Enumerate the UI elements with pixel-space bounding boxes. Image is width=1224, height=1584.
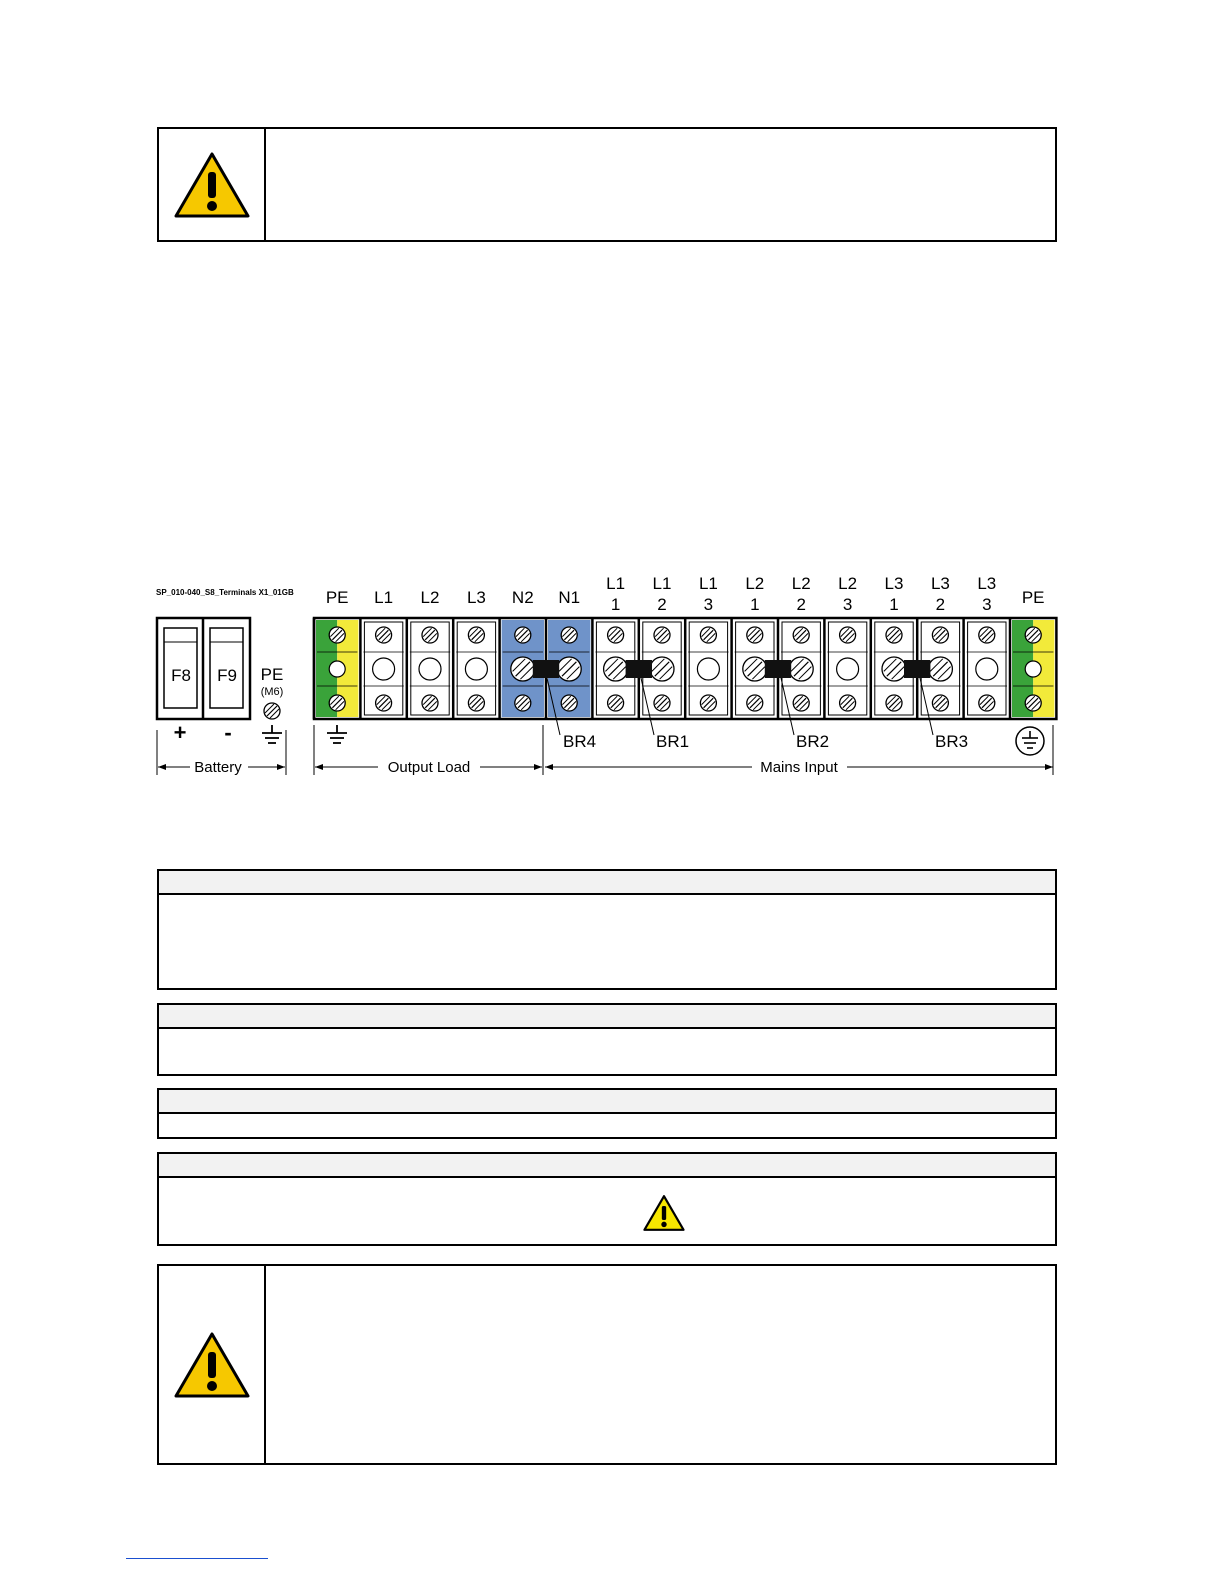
warning-icon-cell xyxy=(159,1266,266,1463)
warning-icon xyxy=(172,150,252,220)
battery-minus: - xyxy=(224,720,232,745)
footer-link-underline[interactable] xyxy=(126,1558,268,1559)
terminal-label-14: L3 xyxy=(977,574,997,593)
terminal-diagram xyxy=(150,565,1060,785)
terminal-label-10: L2 xyxy=(791,574,811,593)
warning-icon xyxy=(642,1194,686,1232)
terminal-sublabel-12: 1 xyxy=(889,595,899,614)
battery-pe-label: PE xyxy=(260,665,284,684)
battery-pe-note: (M6) xyxy=(260,686,284,698)
fuse-f8-label: F8 xyxy=(171,666,191,685)
terminal-sublabel-11: 3 xyxy=(842,595,853,614)
terminal-l1-1 xyxy=(360,588,403,719)
fuse-f8 xyxy=(164,628,197,708)
terminal-l1-3-8 xyxy=(685,574,728,719)
terminal-label-4: N2 xyxy=(511,588,534,607)
terminal-label-7: L1 xyxy=(652,574,672,593)
terminal-sublabel-10: 2 xyxy=(796,595,806,614)
output-load-label: Output Load xyxy=(387,759,471,776)
battery-fuse-block xyxy=(157,618,250,745)
terminal-label-3: L3 xyxy=(466,588,486,607)
bridge-label-br1: BR1 xyxy=(656,732,690,751)
terminal-l2-2-10 xyxy=(778,574,821,719)
bridge-br3 xyxy=(904,660,930,678)
bridge-br2 xyxy=(765,660,791,678)
table-2 xyxy=(157,1003,1057,1076)
fuse-f9-label: F9 xyxy=(217,666,237,685)
protective-earth-icon xyxy=(1016,727,1044,755)
bridge-label-br4: BR4 xyxy=(563,732,597,751)
terminal-label-6: L1 xyxy=(606,574,626,593)
terminal-l3-3-14 xyxy=(964,574,1007,719)
table-1-header xyxy=(159,871,1055,895)
terminal-sublabel-14: 3 xyxy=(982,595,992,614)
warning-icon xyxy=(172,1330,252,1400)
terminal-l3-1-12 xyxy=(871,574,914,719)
terminal-l2-2 xyxy=(407,588,450,719)
terminal-sublabel-13: 2 xyxy=(935,595,946,614)
terminal-n1-5 xyxy=(546,588,590,719)
terminal-l1-1-6 xyxy=(592,574,635,719)
table-4 xyxy=(157,1152,1057,1246)
warning-icon-cell xyxy=(159,129,266,240)
terminal-label-2: L2 xyxy=(420,588,440,607)
terminal-l2-3-11 xyxy=(824,574,867,719)
warning-box-top xyxy=(157,127,1057,242)
terminal-label-12: L3 xyxy=(884,574,904,593)
terminal-pe-15 xyxy=(1010,588,1054,719)
terminal-label-0: PE xyxy=(325,588,349,607)
terminal-l3-3 xyxy=(453,588,496,719)
bridge-br1 xyxy=(626,660,652,678)
terminal-l2-1-9 xyxy=(732,574,775,719)
terminal-n2-4 xyxy=(500,588,544,719)
battery-plus: + xyxy=(173,720,187,745)
battery-ground-icon xyxy=(262,725,282,743)
bridge-br4 xyxy=(533,660,559,678)
terminal-label-9: L2 xyxy=(745,574,765,593)
table-4-header xyxy=(159,1154,1055,1178)
bridge-label-br2: BR2 xyxy=(796,732,830,751)
terminal-strip xyxy=(314,574,1056,719)
terminal-label-15: PE xyxy=(1021,588,1045,607)
terminal-label-13: L3 xyxy=(930,574,950,593)
warning-box-bottom xyxy=(157,1264,1057,1465)
diagram-file-label: SP_010-040_S8_Terminals X1_01GB xyxy=(156,588,294,597)
terminal-sublabel-9: 1 xyxy=(750,595,760,614)
battery-pe-screw xyxy=(264,703,280,719)
terminal-label-11: L2 xyxy=(838,574,858,593)
table-2-header xyxy=(159,1005,1055,1029)
terminal-label-8: L1 xyxy=(698,574,718,593)
terminal-label-5: N1 xyxy=(558,588,581,607)
fuse-f9 xyxy=(210,628,243,708)
table-1 xyxy=(157,869,1057,990)
table-3 xyxy=(157,1088,1057,1139)
battery-group-label: Battery xyxy=(194,759,242,776)
table-3-header xyxy=(159,1090,1055,1114)
mains-input-label: Mains Input xyxy=(760,759,838,776)
terminal-sublabel-7: 2 xyxy=(657,595,667,614)
terminal-l3-2-13 xyxy=(917,574,960,719)
terminal-sublabel-8: 3 xyxy=(703,595,714,614)
terminal-diagram-svg xyxy=(150,565,1060,780)
bridge-label-br3: BR3 xyxy=(935,732,969,751)
battery-pe xyxy=(261,665,284,743)
terminal-label-1: L1 xyxy=(374,588,394,607)
terminal-sublabel-6: 1 xyxy=(610,595,621,614)
output-ground-icon xyxy=(327,725,347,743)
terminal-pe-0 xyxy=(314,588,358,719)
